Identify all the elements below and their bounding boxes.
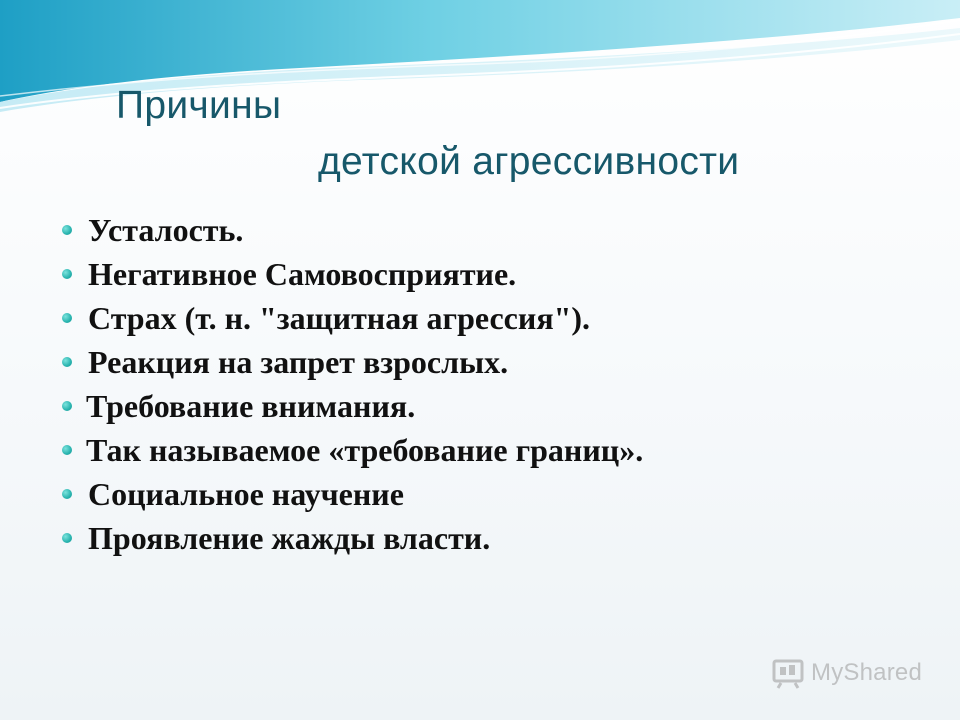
bullet-icon <box>62 533 72 543</box>
list-item-text: Негативное Самовосприятие. <box>88 256 517 292</box>
myshared-logo-icon <box>771 656 805 690</box>
watermark <box>771 656 922 690</box>
bullet-icon <box>62 445 72 455</box>
list-item-text: Проявление жажды власти. <box>88 520 491 556</box>
list-item-text: Социальное научение <box>88 476 404 512</box>
bullet-icon <box>62 401 72 411</box>
bullet-icon <box>62 489 72 499</box>
list-item-text: Реакция на запрет взрослых. <box>88 344 509 380</box>
list-item <box>60 476 920 512</box>
bullet-icon <box>62 357 72 367</box>
list-item-text: Так называемое «требование границ». <box>86 432 644 468</box>
list-item-text: Требование внимания. <box>86 388 416 424</box>
list-item <box>60 344 920 380</box>
watermark-text: MyShared <box>811 659 922 686</box>
bullet-icon <box>62 269 72 279</box>
bullet-icon <box>62 313 72 323</box>
causes-list <box>60 212 920 556</box>
slide-title-line-1: Причины <box>116 84 282 127</box>
list-item <box>60 212 920 248</box>
list-item <box>60 388 920 424</box>
bullet-icon <box>62 225 72 235</box>
list-item <box>60 432 646 468</box>
list-item-text: Усталость. <box>88 212 244 248</box>
list-item-text: Страх (т. н. "защитная агрессия"). <box>88 300 591 336</box>
list-item <box>60 520 920 556</box>
slide-title-line-2: детской агрессивности <box>318 140 740 183</box>
list-item <box>60 256 920 292</box>
list-item <box>60 300 920 336</box>
